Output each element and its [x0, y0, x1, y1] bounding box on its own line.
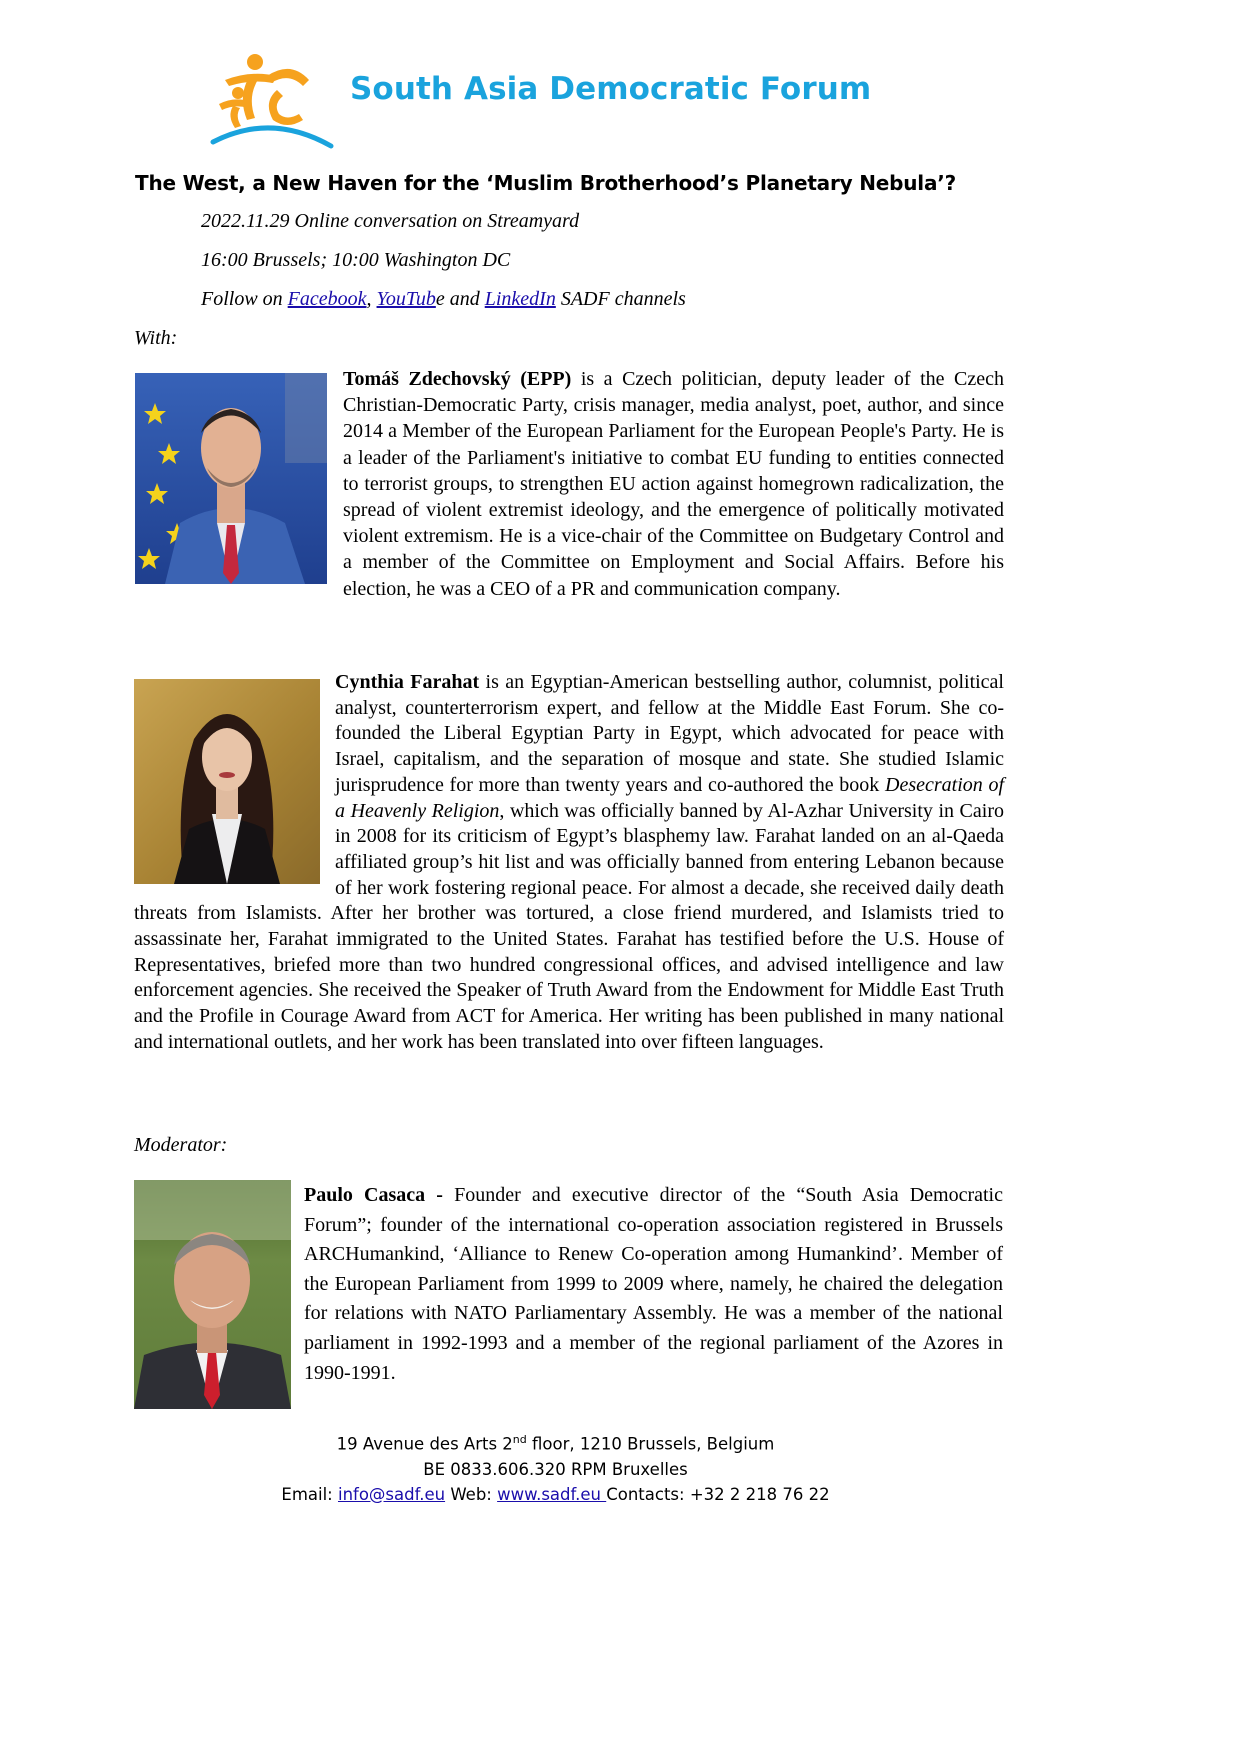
footer-contacts: Email: info@sadf.eu Web: www.sadf.eu Contacts: +32 2 218 76 22 [281, 1484, 830, 1504]
contacts-text: Contacts: +32 2 218 76 22 [606, 1484, 830, 1504]
speaker-name: Tomáš Zdechovský (EPP) [343, 368, 572, 390]
website-link[interactable]: www.sadf.eu [497, 1484, 607, 1504]
footer-registration: BE 0833.606.320 RPM Bruxelles [423, 1459, 688, 1479]
moderator-photo-casaca [134, 1180, 291, 1409]
speaker-name: Cynthia Farahat [335, 671, 480, 693]
moderator-bio-text: Founder and executive director of the “South Asia Democratic Forum”; founder of the international co-operation association registered in Brussels ARCHumankind, ‘Alliance to Renew Co-operation among Humankind’. Member of the European Parliament from 1999 to 2009 where, namely, he chaired the delegation for relations with NATO Parliamentary Assembly. He was a member of the national parliament in 1992-1993 and a member of the regional parliament of the Azores in 1990-1991. [304, 1184, 1003, 1384]
book-title: Desecration of a Heavenly Religion [335, 773, 1004, 822]
speaker-bio-farahat [134, 670, 1004, 1056]
moderator-label: Moderator: [134, 1134, 228, 1156]
speaker-bio-text-2: , which was officially banned by Al-Azhar University in Cairo in 2008 for its criticism of Egypt’s blasphemy law. Farahat landed on an al-Qaeda affiliated group’s hit list and was officially banned from entering Lebanon because of her work fostering regional peace. For almost a decade, she received daily death threats from Islamists. After her brother was tortured, a close friend murdered, and Islamists tried to assassinate her, Farahat immigrated to the United States. Farahat has testified before the U.S. House of Representatives, briefed more than two hundred congressional offices, and advised intelligence and law enforcement agencies. She received the Speaker of Truth Award from the Endowment for Middle East Truth and the Profile in Courage Award from ACT for America. Her writing has been published in many national and international outlets, and her work has been translated into over fifteen languages. [134, 799, 1004, 1053]
follow-line [201, 288, 686, 311]
email-link[interactable]: info@sadf.eu [337, 1484, 446, 1504]
speaker-bio-zdechovsky [135, 366, 1004, 602]
youtube-link[interactable]: YouTub [376, 288, 436, 310]
moderator-bio-casaca [304, 1181, 1003, 1388]
speaker-bio-text-1: is an Egyptian-American bestselling author, columnist, political analyst, counterterrorism expert, and fellow at the Middle East Forum. She co-founded the Liberal Egyptian Party in Egypt, which advocated for peace with Israel, capitalism, and the separation of mosque and state. She studied Islamic jurisprudence for more than twenty years and co-authored the book [335, 671, 1004, 796]
follow-suffix: SADF channels [555, 288, 686, 310]
youtube-tail: e [435, 288, 445, 310]
sadf-logo-icon [207, 50, 335, 150]
facebook-link[interactable]: Facebook [287, 288, 367, 310]
follow-mid: and [444, 288, 485, 310]
org-name: South Asia Democratic Forum [350, 71, 872, 107]
event-date-line: 2022.11.29 Online conversation on Streamyard [201, 210, 580, 232]
speaker-bio-text: is a Czech politician, deputy leader of the Czech Christian-Democratic Party, crisis manager, media analyst, poet, author, and since 2014 a Member of the European Parliament for the European People's Party. He is a leader of the Parliament's initiative to combat EU funding to entities connected to terrorist groups, to strengthen EU action against homegrown radicalization, the spread of violent extremist ideology, and the emergence of politically motivated violent extremism. He is a vice-chair of the Committee on Budgetary Control and a member of the Committee on Employment and Social Affairs. Before his election, he was a CEO of a PR and communication company. [343, 368, 1004, 600]
footer [0, 1427, 1111, 1507]
with-label: With: [134, 327, 178, 349]
moderator-name: Paulo Casaca - [304, 1184, 443, 1206]
footer-address: 19 Avenue des Arts 2nd floor, 1210 Brussels, Belgium [336, 1433, 775, 1454]
linkedin-link[interactable]: LinkedIn [484, 288, 556, 310]
follow-sep: , [366, 288, 377, 310]
event-title: The West, a New Haven for the ‘Muslim Brotherhood’s Planetary Nebula’? [135, 171, 957, 195]
follow-prefix: Follow on [201, 288, 288, 310]
event-time-line: 16:00 Brussels; 10:00 Washington DC [201, 249, 511, 271]
